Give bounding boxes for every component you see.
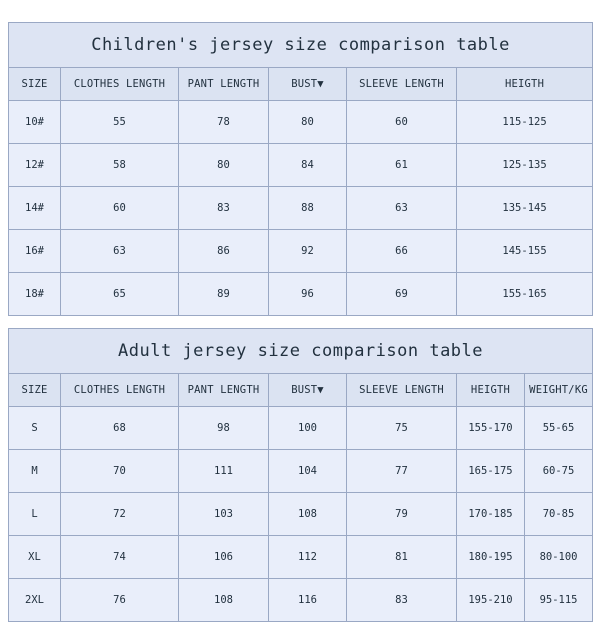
children-cell-bust: 84 [269,144,347,187]
children-header-row [9,68,593,101]
children-table-title: Children's jersey size comparison table [9,23,593,68]
adult-header-heigth: HEIGTH [457,374,525,407]
children-cell-bust: 88 [269,187,347,230]
adult-cell-size: L [9,493,61,536]
table-row [9,579,593,622]
children-cell-sleeve-length: 63 [347,187,457,230]
table-row [9,273,593,316]
children-cell-pant-length: 89 [179,273,269,316]
table-row [9,144,593,187]
children-cell-bust: 96 [269,273,347,316]
children-cell-heigth: 135-145 [457,187,593,230]
children-cell-sleeve-length: 69 [347,273,457,316]
adult-cell-clothes-length: 74 [61,536,179,579]
adult-header-sleeve-length: SLEEVE LENGTH [347,374,457,407]
adult-cell-size: XL [9,536,61,579]
adult-header-size: SIZE [9,374,61,407]
adult-cell-bust: 112 [269,536,347,579]
children-cell-size: 16# [9,230,61,273]
table-row [9,230,593,273]
table-row [9,450,593,493]
adult-size-table [8,328,593,622]
adult-cell-sleeve-length: 77 [347,450,457,493]
adult-cell-sleeve-length: 75 [347,407,457,450]
adult-title-row [9,329,593,374]
children-cell-bust: 92 [269,230,347,273]
children-cell-size: 18# [9,273,61,316]
children-cell-clothes-length: 65 [61,273,179,316]
children-cell-sleeve-length: 66 [347,230,457,273]
adult-header-weight: WEIGHT/KG [525,374,593,407]
children-size-table [8,22,593,316]
children-header-clothes-length: CLOTHES LENGTH [61,68,179,101]
adult-cell-sleeve-length: 79 [347,493,457,536]
children-cell-pant-length: 86 [179,230,269,273]
children-cell-size: 10# [9,101,61,144]
children-header-size: SIZE [9,68,61,101]
adult-cell-sleeve-length: 83 [347,579,457,622]
children-cell-pant-length: 83 [179,187,269,230]
table-row [9,187,593,230]
adult-header-clothes-length: CLOTHES LENGTH [61,374,179,407]
children-cell-sleeve-length: 60 [347,101,457,144]
adult-cell-pant-length: 111 [179,450,269,493]
children-cell-pant-length: 80 [179,144,269,187]
adult-cell-heigth: 195-210 [457,579,525,622]
children-cell-size: 12# [9,144,61,187]
adult-cell-bust: 104 [269,450,347,493]
table-row [9,407,593,450]
adult-cell-heigth: 165-175 [457,450,525,493]
children-cell-heigth: 145-155 [457,230,593,273]
children-cell-clothes-length: 63 [61,230,179,273]
adult-cell-heigth: 180-195 [457,536,525,579]
adult-cell-sleeve-length: 81 [347,536,457,579]
adult-cell-size: 2XL [9,579,61,622]
children-header-sleeve-length: SLEEVE LENGTH [347,68,457,101]
adult-cell-weight: 80-100 [525,536,593,579]
adult-cell-size: M [9,450,61,493]
adult-cell-pant-length: 108 [179,579,269,622]
children-cell-heigth: 155-165 [457,273,593,316]
adult-cell-weight: 95-115 [525,579,593,622]
children-cell-clothes-length: 55 [61,101,179,144]
children-cell-heigth: 115-125 [457,101,593,144]
children-cell-pant-length: 78 [179,101,269,144]
adult-cell-pant-length: 103 [179,493,269,536]
adult-cell-size: S [9,407,61,450]
adult-cell-clothes-length: 70 [61,450,179,493]
children-cell-size: 14# [9,187,61,230]
adult-cell-weight: 60-75 [525,450,593,493]
adult-header-pant-length: PANT LENGTH [179,374,269,407]
children-cell-clothes-length: 58 [61,144,179,187]
table-row [9,536,593,579]
children-cell-heigth: 125-135 [457,144,593,187]
children-cell-sleeve-length: 61 [347,144,457,187]
adult-header-bust: BUST▼ [269,374,347,407]
adult-cell-heigth: 155-170 [457,407,525,450]
adult-cell-weight: 70-85 [525,493,593,536]
children-header-pant-length: PANT LENGTH [179,68,269,101]
children-header-heigth: HEIGTH [457,68,593,101]
table-row [9,493,593,536]
table-row [9,101,593,144]
children-cell-clothes-length: 60 [61,187,179,230]
adult-cell-clothes-length: 68 [61,407,179,450]
adult-cell-weight: 55-65 [525,407,593,450]
children-cell-bust: 80 [269,101,347,144]
table-gap [8,316,592,328]
children-title-row [9,23,593,68]
adult-cell-bust: 108 [269,493,347,536]
adult-cell-clothes-length: 76 [61,579,179,622]
adult-cell-bust: 116 [269,579,347,622]
adult-cell-heigth: 170-185 [457,493,525,536]
adult-header-row [9,374,593,407]
adult-cell-pant-length: 106 [179,536,269,579]
children-header-bust: BUST▼ [269,68,347,101]
adult-cell-bust: 100 [269,407,347,450]
adult-cell-pant-length: 98 [179,407,269,450]
adult-cell-clothes-length: 72 [61,493,179,536]
adult-table-title: Adult jersey size comparison table [9,329,593,374]
